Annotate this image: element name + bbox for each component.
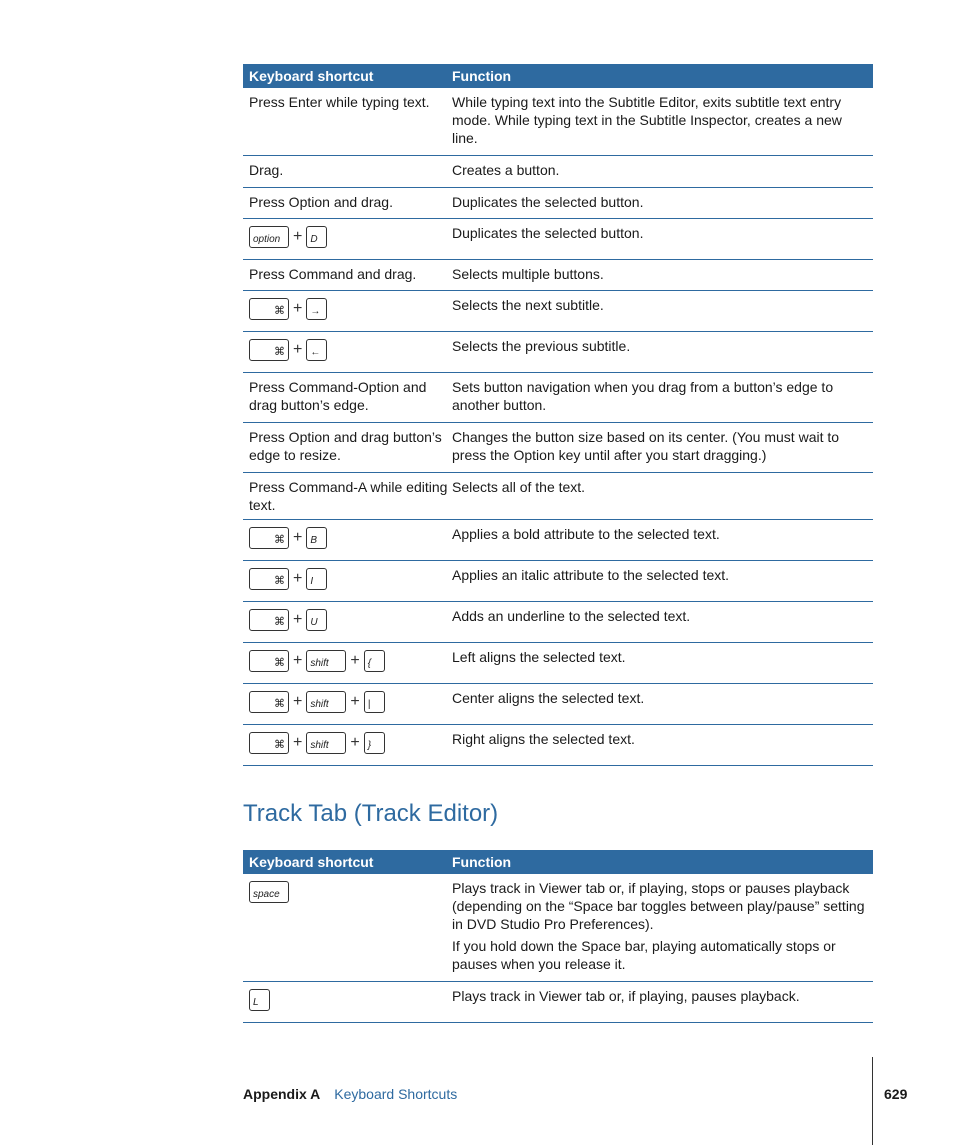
function-text: Selects all of the text. xyxy=(452,479,586,495)
header-function: Function xyxy=(452,68,512,84)
command-key xyxy=(249,609,289,631)
key-combo xyxy=(249,339,452,361)
shift-key xyxy=(306,691,346,713)
function-text: Plays track in Viewer tab or, if playing, stops or pauses playback (depending on the “Space bar toggles between play/pause” setting in DVD Studio Pro Preferences). xyxy=(452,880,865,932)
shortcut-cell: Press Option and drag button’s edge to resize. xyxy=(249,429,442,463)
sq-key xyxy=(306,609,327,631)
table-row xyxy=(243,423,873,473)
sq-key xyxy=(306,568,327,590)
function-text: Duplicates the selected button. xyxy=(452,225,644,241)
key-label: U xyxy=(310,617,318,628)
function-text: Adds an underline to the selected text. xyxy=(452,608,691,624)
table-row xyxy=(243,88,873,156)
shortcut-cell xyxy=(243,561,452,601)
function-text: Center aligns the selected text. xyxy=(452,690,645,706)
shortcut-cell: Drag. xyxy=(249,162,284,178)
key-label: I xyxy=(310,576,314,587)
plus-sign: + xyxy=(293,693,303,710)
shortcut-cell xyxy=(243,219,452,259)
plus-sign: + xyxy=(293,734,303,751)
function-cell xyxy=(452,684,873,724)
command-icon: ⌘ xyxy=(274,534,285,546)
table-row xyxy=(243,874,873,982)
command-key xyxy=(249,527,289,549)
table-row xyxy=(243,602,873,643)
footer-appendix: Appendix A xyxy=(243,1086,321,1102)
command-icon: ⌘ xyxy=(274,657,285,669)
key-label: } xyxy=(367,740,372,751)
command-key xyxy=(249,691,289,713)
shortcuts-table-editing xyxy=(243,64,873,766)
function-text: Selects multiple buttons. xyxy=(452,266,604,282)
function-text: While typing text into the Subtitle Editor, exits subtitle text entry mode. While typing text in the Subtitle Inspector, creates a new line. xyxy=(452,94,842,146)
function-cell xyxy=(452,423,873,472)
table-row xyxy=(243,219,873,260)
command-key xyxy=(249,568,289,590)
header-shortcut: Keyboard shortcut xyxy=(249,854,374,870)
key-label: { xyxy=(367,658,372,669)
function-text: Left aligns the selected text. xyxy=(452,649,626,665)
plus-sign: + xyxy=(350,652,360,669)
key-combo xyxy=(249,650,452,672)
shortcut-cell xyxy=(243,520,452,560)
table-row xyxy=(243,373,873,423)
shortcut-cell xyxy=(243,643,452,683)
plus-sign: + xyxy=(293,570,303,587)
key-label: option xyxy=(253,234,281,245)
function-cell xyxy=(452,725,873,765)
command-icon: ⌘ xyxy=(274,616,285,628)
function-cell xyxy=(452,188,873,218)
sq-key xyxy=(249,989,270,1011)
sq-key xyxy=(306,527,327,549)
shortcut-cell: Press Option and drag. xyxy=(249,194,393,210)
function-cell xyxy=(452,520,873,560)
function-cell xyxy=(452,219,873,259)
shortcut-cell xyxy=(243,684,452,724)
command-key xyxy=(249,732,289,754)
shortcut-cell: Press Command and drag. xyxy=(249,266,417,282)
function-text: If you hold down the Space bar, playing automatically stops or pauses when you release it. xyxy=(452,938,836,972)
key-label: | xyxy=(367,699,371,710)
function-text: Duplicates the selected button. xyxy=(452,194,644,210)
space-key xyxy=(249,881,289,903)
table-header xyxy=(243,850,873,874)
command-key xyxy=(249,339,289,361)
plus-sign: + xyxy=(350,734,360,751)
shortcut-cell xyxy=(243,332,452,372)
sq-key xyxy=(306,298,327,320)
key-label: ← xyxy=(310,347,321,358)
shift-key xyxy=(306,650,346,672)
sq-key xyxy=(364,691,385,713)
key-label: shift xyxy=(310,699,329,710)
table-row xyxy=(243,332,873,373)
table-row xyxy=(243,725,873,766)
function-text: Applies an italic attribute to the selected text. xyxy=(452,567,730,583)
header-function: Function xyxy=(452,854,512,870)
function-text: Selects the next subtitle. xyxy=(452,297,604,313)
command-key xyxy=(249,650,289,672)
function-cell xyxy=(452,561,873,601)
table-row xyxy=(243,473,873,520)
key-label: L xyxy=(253,997,259,1008)
table-header xyxy=(243,64,873,88)
table-row xyxy=(243,982,873,1023)
key-combo xyxy=(249,989,452,1011)
sq-key xyxy=(364,650,385,672)
function-cell xyxy=(452,874,873,981)
command-icon: ⌘ xyxy=(274,305,285,317)
command-icon: ⌘ xyxy=(274,346,285,358)
key-label: → xyxy=(310,306,321,317)
sq-key xyxy=(364,732,385,754)
shortcut-cell xyxy=(243,725,452,765)
command-icon: ⌘ xyxy=(274,575,285,587)
table-row xyxy=(243,188,873,219)
function-cell xyxy=(452,156,873,187)
key-combo xyxy=(249,226,452,248)
sq-key xyxy=(306,226,327,248)
function-cell xyxy=(452,643,873,683)
shortcut-cell xyxy=(243,874,452,981)
opt-key xyxy=(249,226,289,248)
function-cell xyxy=(452,602,873,642)
function-text: Changes the button size based on its center. (You must wait to press the Option key until after you start dragging.) xyxy=(452,429,840,463)
table-row xyxy=(243,520,873,561)
function-text: Selects the previous subtitle. xyxy=(452,338,631,354)
command-icon: ⌘ xyxy=(274,698,285,710)
key-combo xyxy=(249,881,452,903)
function-cell xyxy=(452,332,873,372)
function-cell xyxy=(452,373,873,422)
key-combo xyxy=(249,609,452,631)
key-combo xyxy=(249,527,452,549)
key-combo xyxy=(249,298,452,320)
plus-sign: + xyxy=(293,652,303,669)
plus-sign: + xyxy=(293,611,303,628)
shortcut-cell: Press Enter while typing text. xyxy=(249,94,430,110)
shift-key xyxy=(306,732,346,754)
table-row xyxy=(243,561,873,602)
header-shortcut: Keyboard shortcut xyxy=(249,68,374,84)
plus-sign: + xyxy=(293,300,303,317)
function-text: Right aligns the selected text. xyxy=(452,731,635,747)
key-label: D xyxy=(310,234,318,245)
table-row xyxy=(243,260,873,291)
function-text: Plays track in Viewer tab or, if playing, pauses playback. xyxy=(452,988,800,1004)
key-combo xyxy=(249,691,452,713)
plus-sign: + xyxy=(293,228,303,245)
page-footer xyxy=(243,1086,457,1102)
function-cell xyxy=(452,88,873,155)
key-combo xyxy=(249,568,452,590)
section-title-track-tab: Track Tab (Track Editor) xyxy=(243,800,499,827)
page-number: 629 xyxy=(884,1086,908,1102)
function-cell xyxy=(452,982,873,1022)
shortcut-cell xyxy=(243,602,452,642)
footer-divider xyxy=(872,1057,873,1145)
function-text: Applies a bold attribute to the selected text. xyxy=(452,526,720,542)
table-row xyxy=(243,291,873,332)
function-text: Sets button navigation when you drag from a button’s edge to another button. xyxy=(452,379,834,413)
command-key xyxy=(249,298,289,320)
table-row xyxy=(243,684,873,725)
function-cell xyxy=(452,473,873,519)
shortcut-cell xyxy=(243,291,452,331)
shortcuts-table-track-tab xyxy=(243,850,873,1023)
function-text: Creates a button. xyxy=(452,162,560,178)
key-label: shift xyxy=(310,658,329,669)
table-row xyxy=(243,156,873,188)
footer-chapter-link[interactable]: Keyboard Shortcuts xyxy=(334,1086,458,1102)
shortcut-cell: Press Command-A while editing text. xyxy=(249,479,448,513)
function-cell xyxy=(452,260,873,290)
shortcut-cell: Press Command-Option and drag button’s edge. xyxy=(249,379,427,413)
key-label: B xyxy=(310,535,318,546)
key-combo xyxy=(249,732,452,754)
plus-sign: + xyxy=(350,693,360,710)
command-icon: ⌘ xyxy=(274,739,285,751)
function-cell xyxy=(452,291,873,331)
shortcut-cell xyxy=(243,982,452,1022)
key-label: space xyxy=(253,889,280,900)
table-row xyxy=(243,643,873,684)
sq-key xyxy=(306,339,327,361)
key-label: shift xyxy=(310,740,329,751)
plus-sign: + xyxy=(293,529,303,546)
plus-sign: + xyxy=(293,341,303,358)
